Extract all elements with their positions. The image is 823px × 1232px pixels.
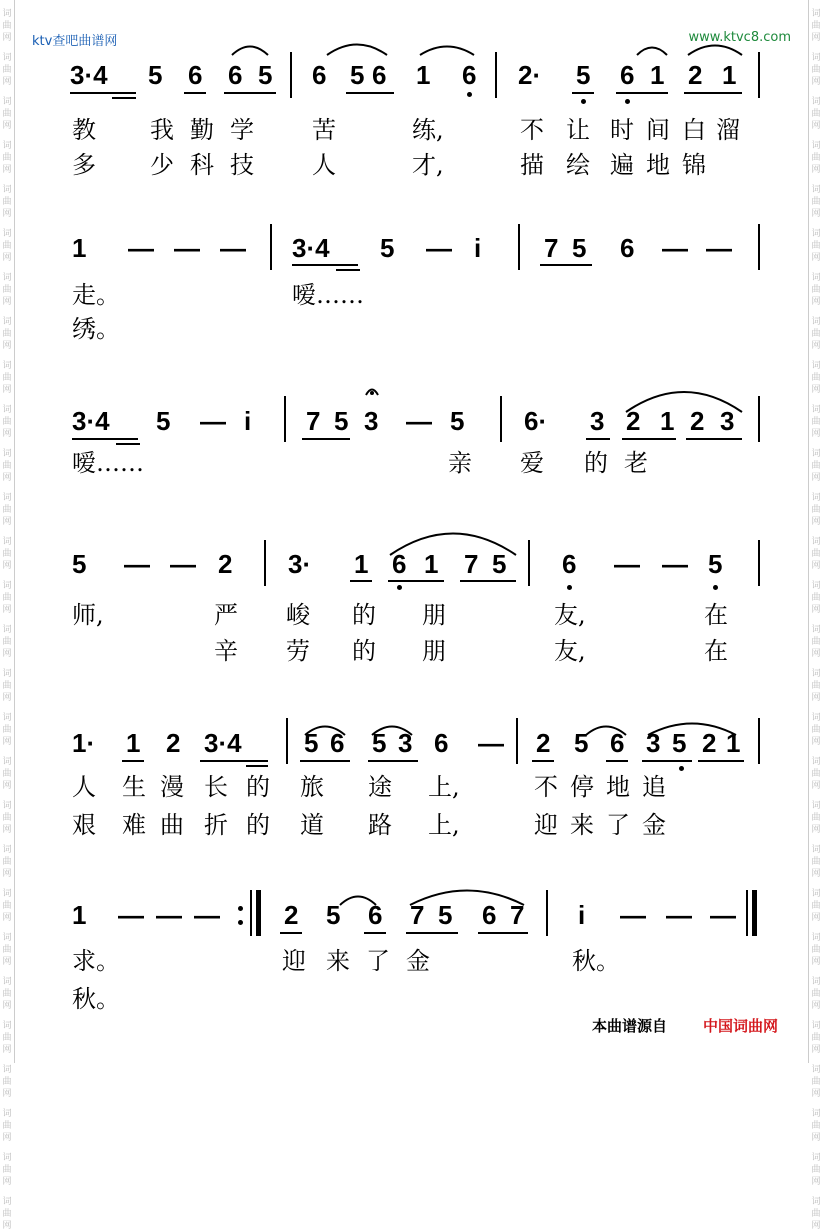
side-watermark-text: 词 曲 网	[811, 977, 821, 1011]
header-left-site[interactable]: ktv查吧曲谱网	[32, 34, 118, 49]
lyric: 追	[642, 773, 666, 801]
note: 2·	[518, 60, 542, 90]
lyric: 来	[570, 811, 594, 839]
dash: —	[118, 900, 144, 930]
side-watermark-text: 词 曲 网	[811, 141, 821, 175]
underline	[684, 92, 742, 94]
side-watermark-text: 词 曲 网	[2, 1065, 12, 1099]
underline	[368, 760, 418, 762]
underline	[460, 580, 516, 582]
lyric: 让	[566, 116, 590, 144]
underline	[302, 438, 350, 440]
side-watermark-text: 词 曲 网	[811, 317, 821, 351]
note: 2	[536, 728, 551, 758]
lyric: 少	[150, 151, 174, 179]
note: 6	[610, 728, 625, 758]
underline	[364, 932, 386, 934]
side-watermark-text: 词 曲 网	[2, 229, 12, 263]
lyric: 辛	[214, 637, 238, 665]
footer-source-label: 本曲谱源自	[592, 1017, 668, 1035]
side-watermark-text: 词 曲 网	[2, 889, 12, 923]
lyric: 金	[406, 947, 430, 975]
note: 7	[306, 406, 321, 436]
side-watermark-text: 词 曲 网	[2, 1197, 12, 1231]
side-watermark-text: 词 曲 网	[2, 317, 12, 351]
underline	[540, 264, 592, 266]
side-watermark-text: 词 曲 网	[2, 669, 12, 703]
note: 3·4	[292, 233, 330, 263]
lyric: 途	[368, 773, 392, 801]
note: 6	[312, 60, 327, 90]
lyric: 溜	[716, 116, 740, 144]
lyric: 的	[246, 773, 270, 801]
underline	[184, 92, 206, 94]
note: 2	[166, 728, 181, 758]
note: 6	[434, 728, 449, 758]
dash: —	[406, 406, 432, 436]
side-watermark-text: 词 曲 网	[811, 361, 821, 395]
note: 5	[380, 233, 395, 263]
note: 5	[450, 406, 465, 436]
lyric: 艰	[72, 811, 96, 839]
note: 6	[462, 60, 477, 90]
note: 5	[492, 549, 507, 579]
underline	[586, 438, 610, 440]
lyric: 绘	[566, 151, 590, 179]
side-watermark-text: 词 曲 网	[2, 713, 12, 747]
side-watermark-text: 词 曲 网	[811, 801, 821, 835]
note: 5	[576, 60, 591, 90]
lyric: 多	[72, 151, 96, 179]
lyric: 难	[122, 811, 146, 839]
note: i	[578, 900, 586, 930]
note: 5	[438, 900, 453, 930]
note: 6	[372, 60, 387, 90]
side-watermark-text: 词 曲 网	[2, 537, 12, 571]
repeat-start-bar	[256, 890, 261, 936]
underline	[112, 97, 136, 99]
dash: —	[620, 900, 646, 930]
underline	[292, 264, 358, 266]
left-margin-strip	[0, 0, 15, 1231]
side-watermark-text: 词 曲 网	[2, 801, 12, 835]
note: 6	[188, 60, 203, 90]
note: 5	[72, 549, 87, 579]
low-dot	[625, 99, 630, 104]
side-watermark-text: 词 曲 网	[2, 581, 12, 615]
underline	[572, 92, 594, 94]
underline	[122, 760, 144, 762]
note: 5	[304, 728, 319, 758]
low-dot	[713, 585, 718, 590]
lyric: 折	[204, 811, 228, 839]
side-watermark-text: 词 曲 网	[811, 625, 821, 659]
lyric: 人	[312, 151, 336, 179]
underline	[686, 438, 742, 440]
underline	[532, 760, 554, 762]
dash: —	[478, 728, 504, 758]
underline	[336, 269, 360, 271]
lyric: 地	[606, 773, 630, 801]
side-watermark-text: 词 曲 网	[811, 9, 821, 43]
side-watermark-text: 词 曲 网	[2, 1153, 12, 1187]
lyric: 才,	[412, 151, 444, 179]
lyric: 了	[366, 947, 390, 975]
lyric: 勤	[190, 116, 214, 144]
dash: —	[662, 549, 688, 579]
side-watermark-text: 词 曲 网	[811, 537, 821, 571]
lyric: 曲	[160, 811, 184, 839]
barline	[746, 890, 748, 936]
lyric: 练,	[412, 116, 444, 144]
side-watermark-text: 词 曲 网	[811, 1065, 821, 1099]
side-watermark-text: 词 曲 网	[2, 185, 12, 219]
barline	[284, 396, 286, 442]
barline	[758, 396, 760, 442]
low-dot	[397, 585, 402, 590]
dash: —	[128, 233, 154, 263]
lyric: 严	[214, 601, 238, 629]
side-watermark-text: 词 曲 网	[811, 669, 821, 703]
dash: —	[666, 900, 692, 930]
barline	[758, 52, 760, 98]
underline	[300, 760, 350, 762]
note: 5	[708, 549, 723, 579]
lyric: 绣。	[72, 315, 120, 343]
note: 3	[364, 406, 379, 436]
side-watermark-text: 词 曲 网	[811, 581, 821, 615]
note: 5	[572, 233, 587, 263]
lyric: 技	[230, 151, 254, 179]
note: 5	[326, 900, 341, 930]
barline	[758, 540, 760, 586]
underline	[346, 92, 394, 94]
lyric: 迎	[282, 947, 306, 975]
side-watermark-text: 词 曲 网	[811, 713, 821, 747]
side-watermark-text: 词 曲 网	[811, 53, 821, 87]
dash: —	[220, 233, 246, 263]
lyric: 来	[326, 947, 350, 975]
note: 7	[510, 900, 525, 930]
lyric: 时	[610, 116, 634, 144]
lyric: 不	[534, 773, 558, 801]
barline	[250, 890, 252, 936]
barline	[546, 890, 548, 936]
side-watermark-text: 词 曲 网	[2, 493, 12, 527]
side-watermark-text: 词 曲 网	[811, 757, 821, 791]
note: 5	[672, 728, 687, 758]
underline	[616, 92, 668, 94]
lyric: 旅	[300, 773, 324, 801]
note: 5	[258, 60, 273, 90]
lyric: 的	[584, 449, 608, 477]
lyric: 嗳……	[72, 449, 144, 477]
note: 5	[574, 728, 589, 758]
note: 6·	[524, 406, 548, 436]
note: 1	[126, 728, 141, 758]
side-watermark-text: 词 曲 网	[811, 273, 821, 307]
dash: —	[200, 406, 226, 436]
dash: —	[194, 900, 220, 930]
side-watermark-text: 词 曲 网	[811, 1109, 821, 1143]
underline	[70, 92, 136, 94]
side-watermark-text: 词 曲 网	[2, 405, 12, 439]
note: 5	[350, 60, 365, 90]
note: 3	[590, 406, 605, 436]
note: 6	[228, 60, 243, 90]
lyric: 嗳……	[292, 281, 364, 309]
barline	[270, 224, 272, 270]
note: 6	[392, 549, 407, 579]
barline	[264, 540, 266, 586]
lyric: 遍	[610, 151, 634, 179]
lyric: 间	[646, 116, 670, 144]
barline	[495, 52, 497, 98]
lyric: 秋。	[572, 947, 620, 975]
note: 6	[330, 728, 345, 758]
side-watermark-text: 词 曲 网	[2, 625, 12, 659]
note: 1	[416, 60, 431, 90]
note: 1	[660, 406, 675, 436]
note: 2	[690, 406, 705, 436]
note: 3	[720, 406, 735, 436]
right-margin-strip	[808, 0, 823, 1231]
lyric: 求。	[72, 947, 120, 975]
side-watermark-text: 词 曲 网	[811, 449, 821, 483]
note: 3	[398, 728, 413, 758]
side-watermark-text: 词 曲 网	[811, 97, 821, 131]
side-watermark-text: 词 曲 网	[2, 97, 12, 131]
lyric: 的	[352, 601, 376, 629]
note: 2	[626, 406, 641, 436]
underline	[200, 760, 268, 762]
note: 3·	[288, 549, 312, 579]
lyric: 爱	[520, 449, 544, 477]
side-watermark-text: 词 曲 网	[811, 185, 821, 219]
side-watermark-text: 词 曲 网	[2, 141, 12, 175]
underline	[224, 92, 276, 94]
header-right-url[interactable]: www.ktvc8.com	[688, 30, 791, 45]
lyric: 了	[606, 811, 630, 839]
low-dot	[679, 766, 684, 771]
note: 1	[726, 728, 741, 758]
barline	[286, 718, 288, 764]
dash: —	[170, 549, 196, 579]
barline	[758, 718, 760, 764]
lyric: 劳	[286, 637, 310, 665]
barline	[518, 224, 520, 270]
side-watermark-text: 词 曲 网	[811, 405, 821, 439]
note: 5	[148, 60, 163, 90]
note: 1	[424, 549, 439, 579]
note: 6	[482, 900, 497, 930]
underline	[622, 438, 676, 440]
barline	[528, 540, 530, 586]
low-dot	[581, 99, 586, 104]
side-watermark-text: 词 曲 网	[2, 1109, 12, 1143]
lyric: 秋。	[72, 985, 120, 1013]
note: 3	[646, 728, 661, 758]
lyric: 长	[204, 773, 228, 801]
lyric: 白	[682, 116, 706, 144]
lyric: 不	[520, 116, 544, 144]
final-bar	[752, 890, 757, 936]
note: 7	[464, 549, 479, 579]
barline	[290, 52, 292, 98]
lyric: 我	[150, 116, 174, 144]
side-watermark-text: 词 曲 网	[2, 933, 12, 967]
side-watermark-text: 词 曲 网	[811, 933, 821, 967]
dash: —	[156, 900, 182, 930]
lyric: 地	[646, 151, 670, 179]
low-dot	[567, 585, 572, 590]
note: 5	[334, 406, 349, 436]
underline	[388, 580, 444, 582]
underline	[406, 932, 458, 934]
lyric: 迎	[534, 811, 558, 839]
note: 5	[372, 728, 387, 758]
lyric: 锦	[682, 151, 706, 179]
side-watermark-text: 词 曲 网	[811, 229, 821, 263]
lyric: 的	[246, 811, 270, 839]
underline	[606, 760, 628, 762]
side-watermark-text: 词 曲 网	[2, 273, 12, 307]
dash: —	[614, 549, 640, 579]
note: 6	[620, 60, 635, 90]
note: 6	[368, 900, 383, 930]
lyric: 描	[520, 151, 544, 179]
lyric: 上,	[428, 811, 460, 839]
side-watermark-text: 词 曲 网	[2, 977, 12, 1011]
lyric: 老	[624, 449, 648, 477]
lyric: 道	[300, 811, 324, 839]
lyric: 停	[570, 773, 594, 801]
side-watermark-text: 词 曲 网	[811, 1021, 821, 1055]
dash: —	[174, 233, 200, 263]
lyric: 漫	[160, 773, 184, 801]
underline	[280, 932, 302, 934]
dash: —	[426, 233, 452, 263]
side-watermark-text: 词 曲 网	[811, 1153, 821, 1187]
lyric: 学	[230, 116, 254, 144]
side-watermark-text: 词 曲 网	[2, 9, 12, 43]
lyric: 人	[72, 773, 96, 801]
underline	[72, 438, 138, 440]
note: 7	[410, 900, 425, 930]
lyric: 在	[704, 637, 728, 665]
side-watermark-text: 词 曲 网	[2, 449, 12, 483]
dash: —	[710, 900, 736, 930]
lyric: 的	[352, 637, 376, 665]
note: i	[244, 406, 252, 436]
side-watermark-text: 词 曲 网	[811, 493, 821, 527]
side-watermark-text: 词 曲 网	[2, 1021, 12, 1055]
lyric: 苦	[312, 116, 336, 144]
footer-site-link[interactable]: 中国词曲网	[703, 1017, 779, 1035]
note: 7	[544, 233, 559, 263]
note: 5	[156, 406, 171, 436]
underline	[350, 580, 372, 582]
lyric: 朋	[422, 637, 446, 665]
lyric: 路	[368, 811, 392, 839]
lyric: 科	[190, 151, 214, 179]
lyric: 教	[72, 116, 96, 144]
lyric: 友,	[554, 601, 586, 629]
note: 2	[284, 900, 299, 930]
underline	[246, 765, 268, 767]
underline	[116, 443, 140, 445]
lyric: 朋	[422, 601, 446, 629]
note: 1	[72, 900, 87, 930]
side-watermark-text: 词 曲 网	[2, 361, 12, 395]
note: i	[474, 233, 482, 263]
note: 3·4	[72, 406, 110, 436]
lyric: 友,	[554, 637, 586, 665]
low-dot	[467, 92, 472, 97]
underline	[478, 932, 528, 934]
note: 1·	[72, 728, 96, 758]
underline	[642, 760, 692, 762]
lyric: 在	[704, 601, 728, 629]
note: 2	[702, 728, 717, 758]
side-watermark-text: 词 曲 网	[2, 845, 12, 879]
note: 3·4	[70, 60, 108, 90]
side-watermark-text: 词 曲 网	[811, 1197, 821, 1231]
barline	[758, 224, 760, 270]
lyric: 师,	[72, 601, 104, 629]
note: 6	[562, 549, 577, 579]
note: 3·4	[204, 728, 242, 758]
note: 1	[650, 60, 665, 90]
note: 1	[722, 60, 737, 90]
note: 2	[688, 60, 703, 90]
lyric: 金	[642, 811, 666, 839]
lyric: 上,	[428, 773, 460, 801]
side-watermark-text: 词 曲 网	[2, 757, 12, 791]
underline	[698, 760, 744, 762]
side-watermark-text: 词 曲 网	[811, 889, 821, 923]
dash: —	[706, 233, 732, 263]
note: 6	[620, 233, 635, 263]
note: 1	[354, 549, 369, 579]
side-watermark-text: 词 曲 网	[2, 53, 12, 87]
note: 2	[218, 549, 233, 579]
lyric: 亲	[448, 449, 472, 477]
lyric: 峻	[286, 601, 310, 629]
barline	[500, 396, 502, 442]
lyric: 走。	[72, 281, 120, 309]
dash: —	[124, 549, 150, 579]
barline	[516, 718, 518, 764]
dash: —	[662, 233, 688, 263]
side-watermark-text: 词 曲 网	[811, 845, 821, 879]
lyric: 生	[122, 773, 146, 801]
note: 1	[72, 233, 87, 263]
